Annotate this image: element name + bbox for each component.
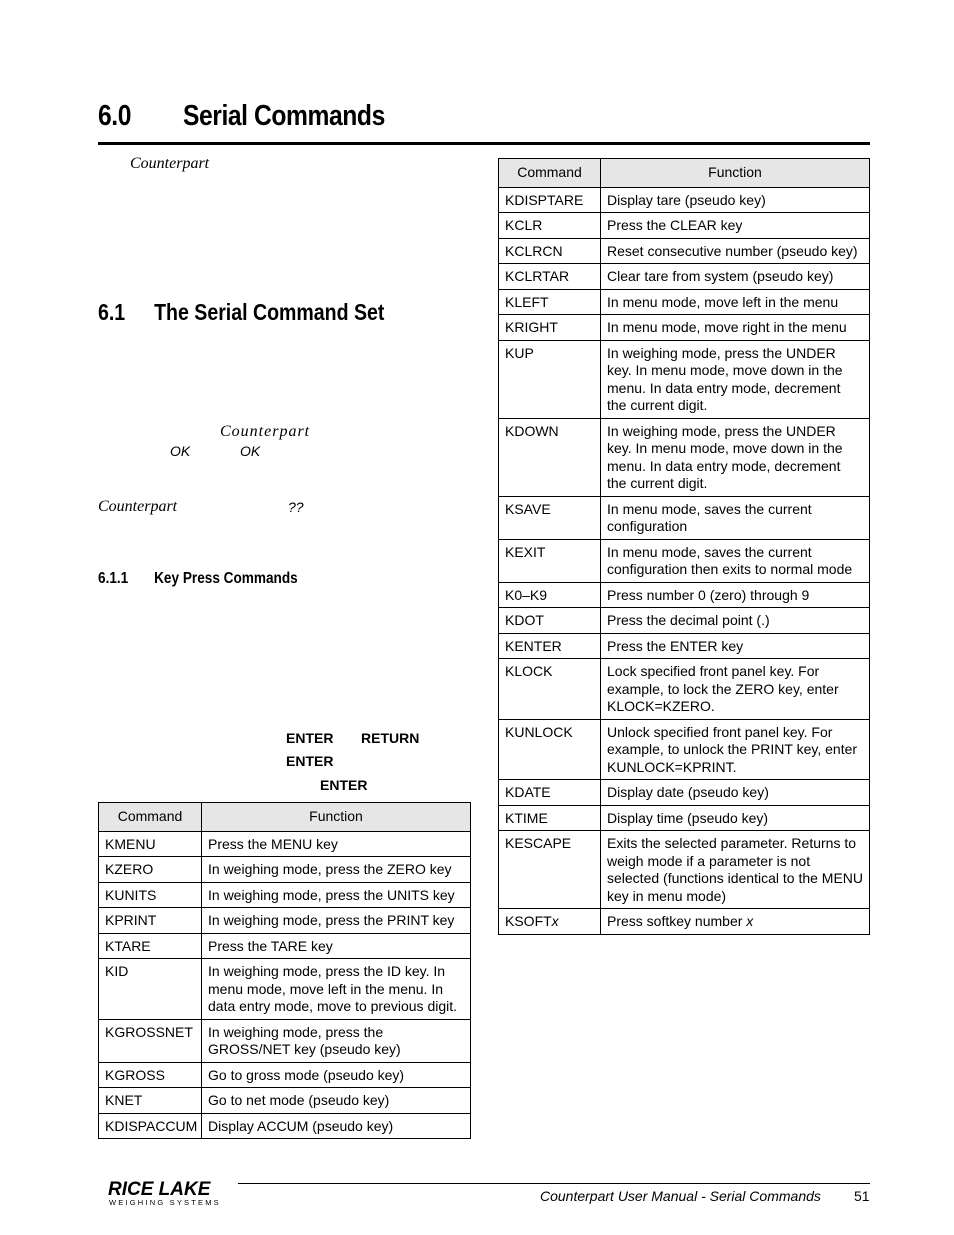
- command-cell: KGROSS: [99, 1062, 202, 1088]
- table-row: [99, 933, 471, 959]
- command-cell: KUNLOCK: [499, 719, 601, 780]
- command-cell: KUP: [499, 340, 601, 418]
- function-cell: Unlock specified front panel key. For example, to unlock the PRINT key, enter KUNLOCK=KPRINT.: [601, 719, 870, 780]
- enter-key-3: ENTER: [320, 777, 368, 793]
- command-cell: KID: [99, 959, 202, 1020]
- table-row: [499, 340, 870, 418]
- function-cell: Exits the selected parameter. Returns to weigh mode if a parameter is not selected (functions identical to the MENU key in menu mode): [601, 831, 870, 909]
- subsubsection-heading: [98, 570, 298, 588]
- table-row: [99, 1019, 471, 1062]
- table-row: [499, 780, 870, 806]
- enter-key-2: ENTER: [286, 753, 334, 769]
- command-cell: KPRINT: [99, 908, 202, 934]
- section-number: 6.0: [98, 100, 132, 132]
- function-cell: Press softkey number x: [601, 909, 870, 935]
- table-row: [99, 1088, 471, 1114]
- command-cell: KENTER: [499, 633, 601, 659]
- table-row: [499, 608, 870, 634]
- function-cell: Display time (pseudo key): [601, 805, 870, 831]
- page-number: 51: [854, 1188, 870, 1204]
- command-cell: KLEFT: [499, 289, 601, 315]
- command-cell: KDATE: [499, 780, 601, 806]
- table-row: [499, 633, 870, 659]
- command-cell: KEXIT: [499, 539, 601, 582]
- command-cell: KDISPTARE: [499, 187, 601, 213]
- table-row: [499, 831, 870, 909]
- function-cell: Press the decimal point (.): [601, 608, 870, 634]
- function-cell: In menu mode, saves the current configuration then exits to normal mode: [601, 539, 870, 582]
- table-row: [99, 1062, 471, 1088]
- table-header-row: [499, 159, 870, 188]
- command-cell: KNET: [99, 1088, 202, 1114]
- logo-mark: [108, 1175, 238, 1209]
- command-cell: KGROSSNET: [99, 1019, 202, 1062]
- function-cell: In weighing mode, press the UNDER key. In menu mode, move down in the menu. In data entry mode, decrement the current digit.: [601, 418, 870, 496]
- table-row: [99, 908, 471, 934]
- function-cell: Go to gross mode (pseudo key): [202, 1062, 471, 1088]
- command-cell: KDOT: [499, 608, 601, 634]
- command-cell: KCLRCN: [499, 238, 601, 264]
- intro-counterpart: Counterpart: [130, 155, 210, 172]
- subsection-number: 6.1: [98, 299, 126, 325]
- function-cell: In menu mode, move right in the menu: [601, 315, 870, 341]
- function-cell: In weighing mode, press the ZERO key: [202, 857, 471, 883]
- command-table-left: [98, 802, 471, 1139]
- table-row: [99, 882, 471, 908]
- function-cell: Lock specified front panel key. For example, to lock the ZERO key, enter KLOCK=KZERO.: [601, 659, 870, 720]
- command-cell: KDISPACCUM: [99, 1113, 202, 1139]
- table-row: [499, 187, 870, 213]
- table-row: [499, 238, 870, 264]
- column-header-function: Function: [601, 159, 870, 188]
- function-cell: In weighing mode, press the GROSS/NET key (pseudo key): [202, 1019, 471, 1062]
- ok-text-1: OK: [170, 443, 191, 459]
- section-title: Serial Commands: [183, 100, 385, 132]
- command-cell: KZERO: [99, 857, 202, 883]
- table-row: [499, 582, 870, 608]
- table-row: [499, 539, 870, 582]
- rice-lake-logo: [108, 1175, 238, 1214]
- column-header-command: Command: [499, 159, 601, 188]
- command-cell: K0–K9: [499, 582, 601, 608]
- function-cell: In weighing mode, press the UNDER key. In menu mode, move down in the menu. In data entry mode, decrement the current digit.: [601, 340, 870, 418]
- function-cell: In menu mode, move left in the menu: [601, 289, 870, 315]
- table-row: [499, 213, 870, 239]
- footer-rule: [238, 1183, 870, 1184]
- svg-text:WEIGHING SYSTEMS: WEIGHING SYSTEMS: [109, 1198, 221, 1207]
- command-cell: KSAVE: [499, 496, 601, 539]
- command-cell: KESCAPE: [499, 831, 601, 909]
- command-cell: KMENU: [99, 831, 202, 857]
- set-counterpart: Counterpart: [98, 498, 178, 515]
- command-cell: KUNITS: [99, 882, 202, 908]
- table-row: [99, 831, 471, 857]
- subsubsection-number: 6.1.1: [98, 570, 129, 587]
- ok-text-2: OK: [240, 443, 261, 459]
- table-row: [99, 959, 471, 1020]
- command-cell: KTIME: [499, 805, 601, 831]
- function-cell: In menu mode, saves the current configuration: [601, 496, 870, 539]
- command-cell: KDOWN: [499, 418, 601, 496]
- function-cell: Press the TARE key: [202, 933, 471, 959]
- subsection-heading: [98, 299, 384, 326]
- command-cell: KLOCK: [499, 659, 601, 720]
- function-cell: Display date (pseudo key): [601, 780, 870, 806]
- return-key: RETURN: [361, 730, 420, 746]
- command-table-right: [498, 158, 870, 935]
- table-row: [499, 659, 870, 720]
- function-cell: Press the CLEAR key: [601, 213, 870, 239]
- heading-rule: [98, 142, 870, 145]
- function-cell: Press the MENU key: [202, 831, 471, 857]
- command-cell: KSOFTx: [499, 909, 601, 935]
- svg-text:RICE LAKE: RICE LAKE: [108, 1179, 211, 1200]
- function-cell: Press number 0 (zero) through 9: [601, 582, 870, 608]
- enter-key-1: ENTER: [286, 730, 334, 746]
- table-row: [499, 805, 870, 831]
- table-row: [499, 289, 870, 315]
- table-row: [99, 857, 471, 883]
- command-cell: KCLR: [499, 213, 601, 239]
- function-cell: Reset consecutive number (pseudo key): [601, 238, 870, 264]
- function-cell: In weighing mode, press the ID key. In menu mode, move left in the menu. In data entry mode, move to previous digit.: [202, 959, 471, 1020]
- table-row: [499, 315, 870, 341]
- function-cell: In weighing mode, press the PRINT key: [202, 908, 471, 934]
- table-row: [99, 1113, 471, 1139]
- table-row: [499, 418, 870, 496]
- subsubsection-title: Key Press Commands: [154, 570, 298, 587]
- section-heading: [98, 100, 385, 133]
- function-cell: In weighing mode, press the UNITS key: [202, 882, 471, 908]
- table-row: [499, 496, 870, 539]
- set-counterpart-mono: Counterpart: [220, 423, 311, 440]
- function-cell: Display ACCUM (pseudo key): [202, 1113, 471, 1139]
- table-row: [499, 909, 870, 935]
- column-header-command: Command: [99, 803, 202, 832]
- function-cell: Go to net mode (pseudo key): [202, 1088, 471, 1114]
- table-header-row: [99, 803, 471, 832]
- question-marks: ??: [288, 499, 304, 515]
- footer-title: Counterpart User Manual - Serial Commands: [540, 1188, 821, 1204]
- command-cell: KRIGHT: [499, 315, 601, 341]
- command-cell: KCLRTAR: [499, 264, 601, 290]
- command-cell: KTARE: [99, 933, 202, 959]
- table-row: [499, 719, 870, 780]
- column-header-function: Function: [202, 803, 471, 832]
- subsection-title: The Serial Command Set: [154, 299, 385, 325]
- function-cell: Clear tare from system (pseudo key): [601, 264, 870, 290]
- function-cell: Press the ENTER key: [601, 633, 870, 659]
- function-cell: Display tare (pseudo key): [601, 187, 870, 213]
- table-row: [499, 264, 870, 290]
